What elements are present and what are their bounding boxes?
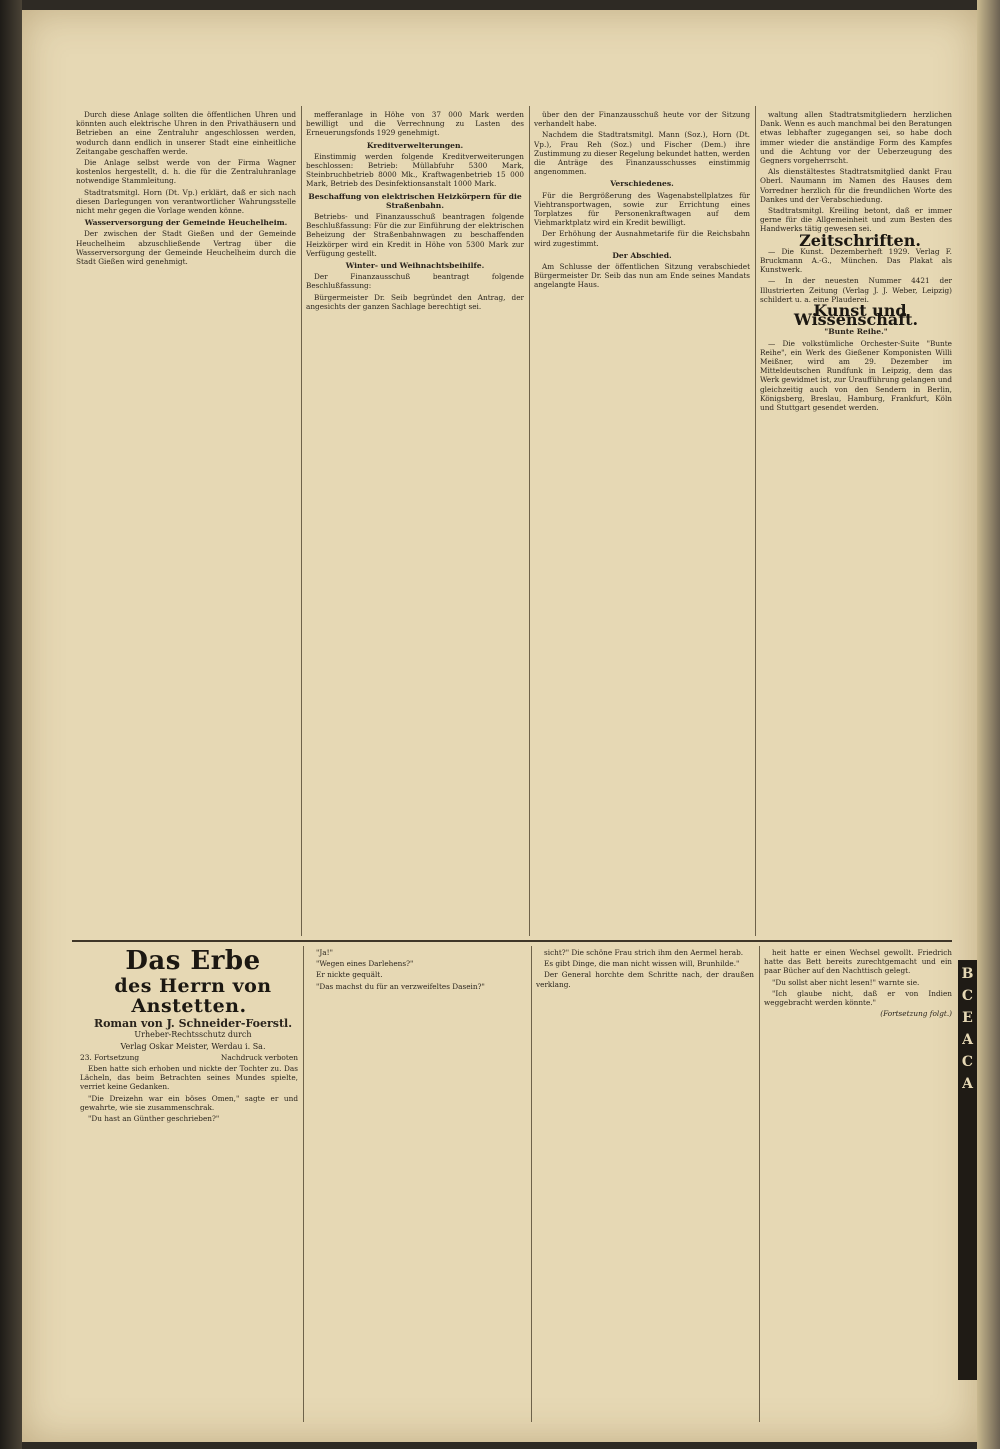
ad-letter: A	[962, 1076, 973, 1092]
novel-author: Roman von J. Schneider-Foerstl.	[93, 1017, 293, 1031]
column-divider	[531, 946, 532, 1422]
novel-title-line-2: des Herrn von Anstetten.	[114, 975, 272, 1018]
article-paragraph: Betriebs- und Finanzausschuß beantragen folgende Beschlußfassung: Für die zur Einführung der elektrischen Beheizung der Straßenbahnwagen zu beschaffenden Heizkörper wird ein Kredit in Höhe von 5300 Mark zur Verfügung gestellt.	[306, 212, 524, 258]
article-paragraph: Der zwischen der Stadt Gießen und der Gemeinde Heuchelheim abzuschließende Vertrag über die Wasserversorgung der Gemeinde Heuchelheim durch die Stadt Gießen wird genehmigt.	[76, 229, 296, 267]
article-paragraph: — Die Kunst. Dezemberheft 1929. Verlag F. Bruckmann A.-G., München. Das Plakat als Kunstwerk.	[760, 246, 952, 275]
article-paragraph: Einstimmig werden folgende Kreditverweiterungen beschlossen: Betrieb: Müllabfuhr 5300 Mark, Steinbruchbetrieb 8000 Mk., Kraftwagenbetrieb 15 000 Mark, Betrieb des Desinfektionsanstalt 1000 Mark.	[306, 151, 524, 189]
article-paragraph: — Die volkstümliche Orchester-Suite "Bunte Reihe", ein Werk des Gießener Komponisten Willi Meißner, wird am 29. Dezember im Mitteldeutschen Rundfunk in Leipzig, dem das Werk gewidmet ist, zur Uraufführung gelangen und gleichzeitig auch von den Sendern in Berlin, Königsberg, Breslau, Hamburg, Frankfurt, Köln und Stuttgart gesendet werden.	[760, 338, 952, 413]
section-subheading: Kreditverwelterungen.	[366, 140, 464, 150]
article-paragraph: Durch diese Anlage sollten die öffentlichen Uhren und könnten auch elektrische Uhren in den Privathäusern und Betrieben an eine Zentraluhr angeschlossen werden, wodurch dann endlich in unserer Stadt eine einheitliche Zeitangabe geschaffen werde.	[76, 110, 296, 156]
novel-paragraph: "Ja!"	[316, 948, 333, 957]
article-paragraph: Stadtratsmitgl. Kreiling betont, daß er immer gerne für die Allgemeinheit und zum Besten des Handwerks tätig gewesen sei.	[760, 206, 952, 234]
book-gutter	[0, 0, 22, 1449]
novel-paragraph: "Wegen eines Darlehens?"	[316, 959, 414, 969]
novel-paragraph: "Ich glaube nicht, daß er von Indien weggebracht werden könnte."	[764, 988, 952, 1008]
novel-column-4	[764, 948, 952, 1418]
novel-paragraph: heit hatte er einen Wechsel gewollt. Friedrich hatte das Bett bereits zurechtgemacht und ein paar Bücher auf den Nachttisch gelegt.	[764, 948, 952, 976]
column-divider	[529, 106, 530, 936]
article-paragraph: Der Finanzausschuß beantragt folgende Beschlußfassung:	[306, 272, 524, 291]
novel-column-1	[80, 948, 298, 1418]
article-paragraph: über den der Finanzausschuß heute vor der Sitzung verhandelt habe.	[534, 110, 750, 129]
upper-column-1	[76, 110, 296, 932]
section-subheading: Wasserversorgung der Gemeinde Heuchelheim.	[84, 218, 288, 228]
ad-letter: B	[961, 966, 974, 982]
section-subheading: Beschaffung von elektrischen Heizkörpern für die Straßenbahn.	[308, 191, 522, 210]
continued-notice: (Fortsetzung folgt.)	[880, 1009, 952, 1019]
upper-column-2	[306, 110, 524, 932]
novel-paragraph: Es gibt Dinge, die man nicht wissen will, Brunhilde."	[544, 959, 740, 969]
ad-letter: A	[962, 1032, 973, 1048]
article-paragraph: Als dienstältestes Stadtratsmitglied dankt Frau Oberl. Naumann im Namen des Hauses dem Vorredner herzlich für die freundlichen Worte des Dankes und der Verabschiedung.	[760, 167, 952, 204]
novel-paragraph: "Du sollst aber nicht lesen!" warnte sie.	[772, 977, 920, 987]
novel-paragraph: "Die Dreizehn war ein böses Omen," sagte er und gewahrte, wie sie zusammenschrak.	[80, 1093, 298, 1112]
novel-paragraph: Eben hatte sich erhoben und nickte der Tochter zu. Das Lächeln, das beim Betrachten seines Mundes spielte, verriet keine Gedanken.	[80, 1063, 298, 1092]
article-paragraph: Am Schlusse der öffentlichen Sitzung verabschiedet Bürgermeister Dr. Seib das nun am Ende seines Mandats angelangte Haus.	[534, 262, 750, 290]
feuilleton-rule	[72, 940, 952, 942]
upper-column-4	[760, 110, 952, 932]
article-paragraph: Für die Bergrößerung des Wagenabstellplatzes für Viehtransportwagen, sowie zur Errichtung eines Torplatzes für Personenkraftwagen auf dem Viehmarktplatz wird ein Kredit bewilligt.	[534, 190, 750, 228]
article-paragraph: Bürgermeister Dr. Seib begründet den Antrag, der angesichts der ganzen Sachlage berechtigt sei.	[306, 292, 524, 311]
newspaper-page	[22, 10, 977, 1442]
novel-paragraph: "Du hast an Günther geschrieben?"	[88, 1114, 220, 1123]
article-paragraph: — In der neuesten Nummer 4421 der Illustrierten Zeitung (Verlag J. J. Weber, Leipzig) schildert u. a. eine Plauderei.	[760, 276, 952, 304]
section-subheading: Der Abschied.	[612, 250, 672, 260]
section-subheading: "Bunte Reihe."	[824, 327, 888, 337]
novel-publisher: Verlag Oskar Meister, Werdau i. Sa.	[120, 1041, 266, 1051]
novel-paragraph: "Das machst du für an verzweifeltes Dasein?"	[316, 981, 485, 991]
novel-rights: Urheber-Rechtsschutz durch	[134, 1030, 252, 1040]
article-paragraph: mefferanlage in Höhe von 37 000 Mark werden bewilligt und die Verrechnung zu Lasten des Erneuerungsfonds 1929 genehmigt.	[306, 110, 524, 138]
section-subheading: Verschiedenes.	[610, 179, 674, 189]
ad-letter: E	[962, 1010, 973, 1026]
side-advertisement	[958, 960, 977, 1380]
reprint-notice: Nachdruck verboten	[220, 1052, 298, 1062]
section-subheading: Winter- und Weihnachtsbeihilfe.	[345, 261, 485, 271]
next-page-edge	[977, 0, 1000, 1449]
zeitschriften-heading: Zeitschriften.	[799, 230, 921, 250]
ad-letter: C	[961, 1054, 974, 1070]
novel-paragraph: Der General horchte dem Schritte nach, der draußen verklang.	[536, 970, 754, 989]
novel-paragraph: Er nickte gequält.	[316, 970, 383, 980]
novel-title: Das Erbe	[125, 948, 261, 976]
upper-column-3	[534, 110, 750, 932]
kunst-wissenschaft-heading: Kunst und Wissenschaft.	[793, 301, 919, 330]
novel-column-3	[536, 948, 754, 1418]
article-paragraph: Der Erhöhung der Ausnahmetarife für die Reichsbahn wird zugestimmt.	[534, 229, 750, 248]
installment-number: 23. Fortsetzung	[80, 1052, 140, 1062]
column-divider	[755, 106, 756, 936]
article-paragraph: waltung allen Stadtratsmitgliedern herzlichen Dank. Wenn es auch manchmal bei den Beratungen etwas lebhafter zugegangen sei, so habe doch immer wieder die anständige Form des Kampfes und die Achtung vor der Ueberzeugung des Gegners vorgeherrscht.	[760, 110, 952, 166]
article-paragraph: Nachdem die Stadtratsmitgl. Mann (Soz.), Horn (Dt. Vp.), Frau Reh (Soz.) und Fischer (Dem.) ihre Zustimmung zu dieser Regelung bekundet hatten, werden die Anträge des Finanzausschusses einstimmig angenommen.	[534, 130, 750, 177]
column-divider	[301, 106, 302, 936]
ad-letter: C	[961, 988, 974, 1004]
column-divider	[759, 946, 760, 1422]
novel-column-2	[308, 948, 526, 1418]
article-paragraph: Stadtratsmitgl. Horn (Dt. Vp.) erklärt, daß er sich nach diesen Darlegungen von verantwortlicher Wahrungsstelle nicht mehr gegen die Vorlage wenden könne.	[76, 187, 296, 216]
article-paragraph: Die Anlage selbst werde von der Firma Wagner kostenlos hergestellt, d. h. die für die Zentraluhranlage notwendige Stammleitung.	[76, 158, 296, 186]
column-divider	[303, 946, 304, 1422]
novel-paragraph: sicht?" Die schöne Frau strich ihm den Aermel herab.	[544, 948, 744, 957]
installment-row	[80, 1053, 298, 1062]
